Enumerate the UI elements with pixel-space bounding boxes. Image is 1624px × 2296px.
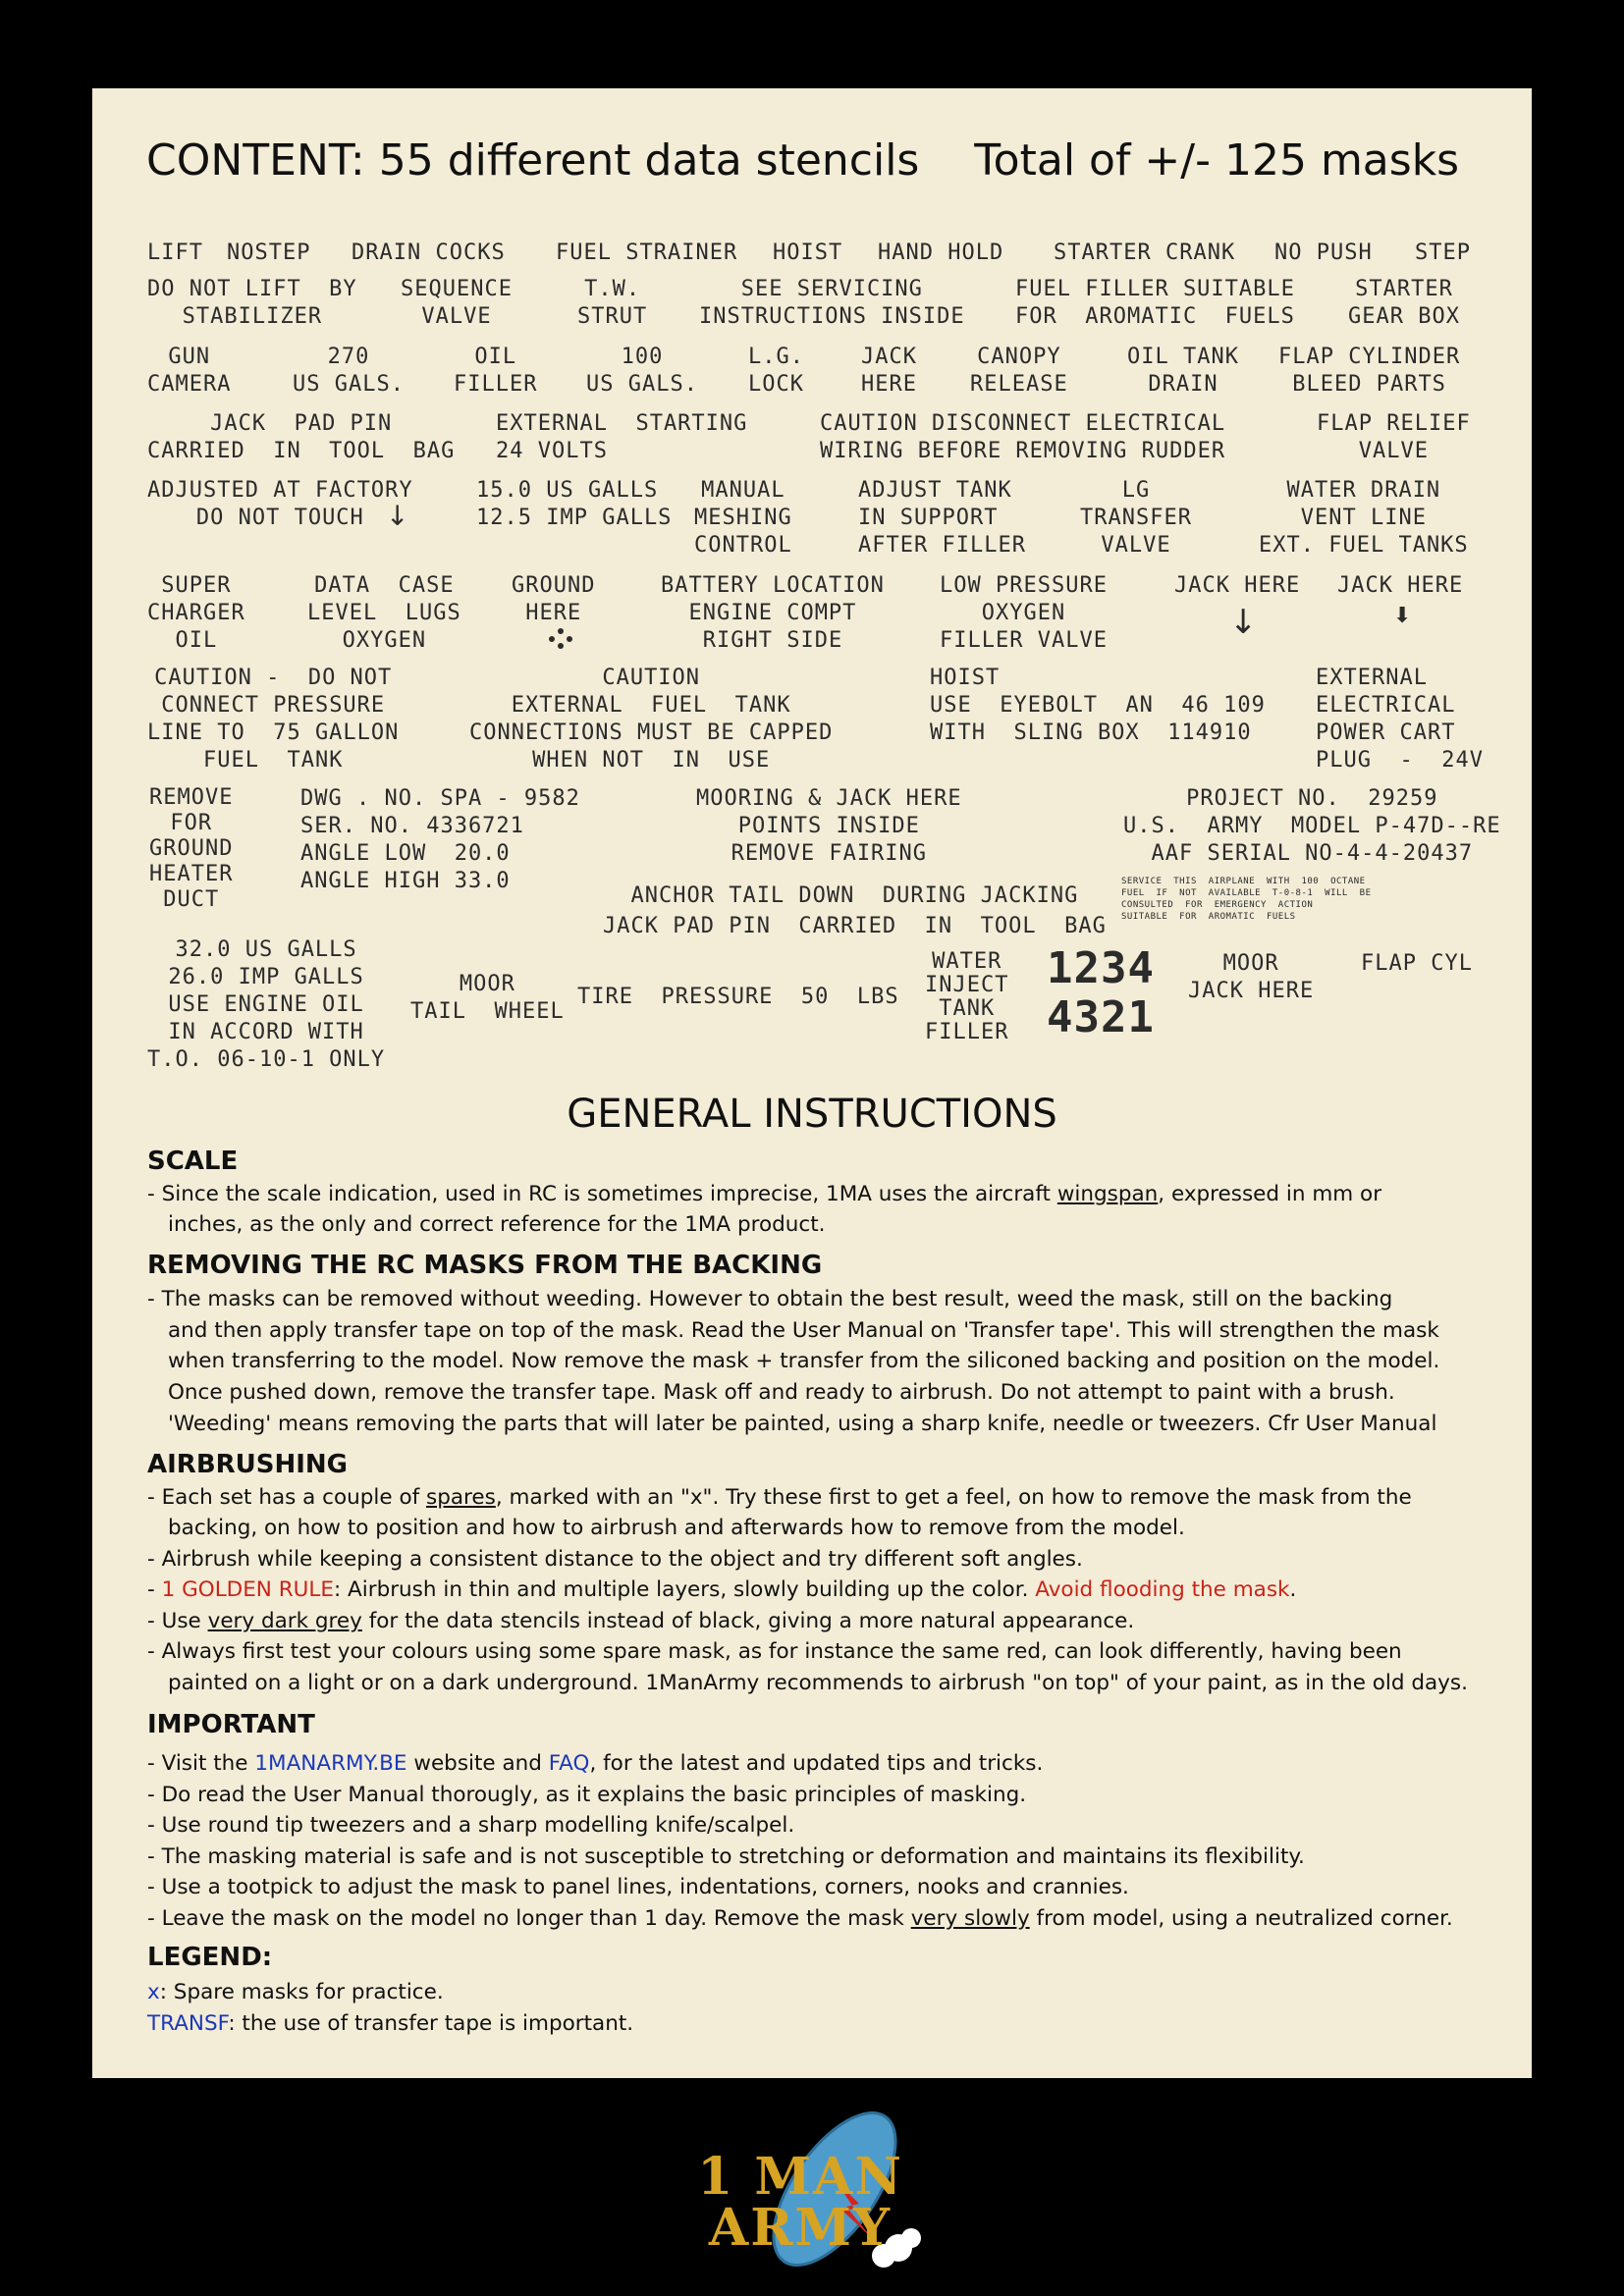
stencil-starter-crank: STARTER CRANK xyxy=(1054,240,1236,265)
removing-line-1: - The masks can be removed without weeding. However to obtain the best result, weed the mask, still on the backing xyxy=(147,1287,1393,1311)
stencil-drain-cocks: DRAIN COCKS xyxy=(352,240,506,265)
airbrushing-line-2: backing, on how to position and how to airbrush and afterwards how to remove from the model. xyxy=(168,1516,1185,1540)
legend-line-2: TRANSF: the use of transfer tape is important. xyxy=(147,2011,634,2036)
stencil-gun-camera: GUN CAMERA xyxy=(147,345,232,397)
stencil-tire-pressure: TIRE PRESSURE 50 LBS xyxy=(577,985,899,1009)
stencil-number-1234: 1234 xyxy=(1047,943,1155,993)
stencil-lg-transfer: LG TRANSFER VALVE xyxy=(1080,478,1192,558)
stencil-flap-relief: FLAP RELIEF VALVE xyxy=(1317,411,1471,463)
removing-line-4: Once pushed down, remove the transfer tape. Mask off and ready to airbrush. Do not attempt to paint with a brush. xyxy=(168,1380,1395,1405)
stencil-sequence-valve: SEQUENCE VALVE xyxy=(401,277,513,329)
bold-arrow-down-icon: ⬇ xyxy=(1393,604,1413,628)
stencil-step: STEP xyxy=(1415,240,1471,265)
stencil-project-no: PROJECT NO. 29259 U.S. ARMY MODEL P-47D--RE AAF SERIAL NO-4-4-20437 xyxy=(1123,786,1501,866)
stencil-dwg-no: DWG . NO. SPA - 9582 SER. NO. 4336721 ANGLE LOW 20.0 ANGLE HIGH 33.0 xyxy=(300,786,580,893)
stencil-adjusted-factory: ADJUSTED AT FACTORY DO NOT TOUCH xyxy=(147,478,413,530)
stencil-moor-tail-wheel: MOOR TAIL WHEEL xyxy=(410,972,565,1024)
stencil-fuel-filler-suitable: FUEL FILLER SUITABLE FOR AROMATIC FUELS xyxy=(1015,277,1295,329)
stencil-canopy-release: CANOPY RELEASE xyxy=(970,345,1068,397)
legend-heading: LEGEND: xyxy=(147,1943,273,1972)
stencil-flap-cylinder: FLAP CYLINDER BLEED PARTS xyxy=(1278,345,1461,397)
ground-symbol-icon xyxy=(545,626,576,650)
stencil-data-case: DATA CASE LEVEL LUGS OXYGEN xyxy=(307,573,461,653)
removing-heading: REMOVING THE RC MASKS FROM THE BACKING xyxy=(147,1251,823,1280)
stencil-15-us-galls: 15.0 US GALLS 12.5 IMP GALLS xyxy=(476,478,673,530)
website-link[interactable]: 1MANARMY.BE xyxy=(254,1751,407,1776)
airbrushing-line-3: - Airbrush while keeping a consistent distance to the object and try different soft angles. xyxy=(147,1547,1083,1572)
stencil-lg-lock: L.G. LOCK xyxy=(748,345,804,397)
stencil-caution-disconnect: CAUTION DISCONNECT ELECTRICAL WIRING BEFORE REMOVING RUDDER xyxy=(820,411,1226,463)
stencil-270-gals: 270 US GALS. xyxy=(293,345,405,397)
stencil-caution-external: CAUTION EXTERNAL FUEL TANK CONNECTIONS MUST BE CAPPED WHEN NOT IN USE xyxy=(469,666,834,773)
stencil-jack-here-arrow-2: JACK HERE xyxy=(1337,573,1464,598)
stencil-battery-location: BATTERY LOCATION ENGINE COMPT RIGHT SIDE xyxy=(661,573,885,653)
stencil-fuel-strainer: FUEL STRAINER xyxy=(556,240,738,265)
stencil-oil-tank-drain: OIL TANK DRAIN xyxy=(1127,345,1239,397)
airbrushing-line-4: - 1 GOLDEN RULE: Airbrush in thin and multiple layers, slowly building up the color. Avoid flooding the mask. xyxy=(147,1577,1297,1602)
stencil-moor-jack-here: MOOR JACK HERE xyxy=(1188,951,1315,1003)
removing-line-5: 'Weeding' means removing the parts that will later be painted, using a sharp knife, needle or tweezers. Cfr User Manual xyxy=(168,1412,1437,1436)
content-title: CONTENT: 55 different data stencils Total of +/- 125 masks xyxy=(146,135,1460,186)
stencil-water-drain: WATER DRAIN VENT LINE EXT. FUEL TANKS xyxy=(1259,478,1469,558)
stencil-jack-pad-pin: JACK PAD PIN CARRIED IN TOOL BAG xyxy=(147,411,456,463)
stencil-100-gals: 100 US GALS. xyxy=(586,345,698,397)
airbrushing-line-7: painted on a light or on a dark underground. 1ManArmy recommends to airbrush "on top" of your paint, as in the old days. xyxy=(168,1671,1468,1695)
stencil-no-push: NO PUSH xyxy=(1274,240,1373,265)
important-line-2: - Do read the User Manual thorougly, as it explains the basic principles of masking. xyxy=(147,1783,1027,1807)
stencil-lift: LIFT xyxy=(147,240,203,265)
scale-line-1: - Since the scale indication, used in RC is sometimes imprecise, 1MA uses the aircraft wingspan, expressed in mm or xyxy=(147,1182,1382,1206)
stencil-jack-here: JACK HERE xyxy=(861,345,917,397)
stencil-anchor-tail: ANCHOR TAIL DOWN DURING JACKING JACK PAD PIN CARRIED IN TOOL BAG xyxy=(603,883,1107,938)
stencil-manual-meshing: MANUAL MESHING CONTROL xyxy=(694,478,792,558)
stencil-jack-here-arrow-1: JACK HERE xyxy=(1174,573,1301,598)
important-line-1: - Visit the 1MANARMY.BE website and FAQ, for the latest and updated tips and tricks. xyxy=(147,1751,1044,1776)
arrow-down-icon: ↓ xyxy=(1229,603,1259,642)
logo-text: 1 MAN ARMY xyxy=(697,2147,903,2258)
stencil-ground-here: GROUND HERE xyxy=(512,573,596,625)
stencil-external-starting: EXTERNAL STARTING 24 VOLTS xyxy=(496,411,748,463)
airbrushing-line-5: - Use very dark grey for the data stencils instead of black, giving a more natural appearance. xyxy=(147,1609,1135,1633)
stencil-flap-cyl: FLAP CYL xyxy=(1361,951,1473,976)
stencil-remove-ground: REMOVE FOR GROUND HEATER DUCT xyxy=(149,785,234,912)
stencil-adjust-tank: ADJUST TANK IN SUPPORT AFTER FILLER xyxy=(858,478,1026,558)
important-line-6: - Leave the mask on the model no longer than 1 day. Remove the mask very slowly from model, using a neutralized corner. xyxy=(147,1906,1453,1931)
stencil-tw-strut: T.W. STRUT xyxy=(577,277,648,329)
stencil-hand-hold: HAND HOLD xyxy=(878,240,1004,265)
airbrushing-line-6: - Always first test your colours using some spare mask, as for instance the same red, can look differently, having been xyxy=(147,1639,1402,1664)
stencil-hoist-eyebolt: HOIST USE EYEBOLT AN 46 109 WITH SLING BOX 114910 xyxy=(930,666,1266,745)
stencil-low-pressure: LOW PRESSURE OXYGEN FILLER VALVE xyxy=(940,573,1108,653)
stencil-starter-gear-box: STARTER GEAR BOX xyxy=(1348,277,1460,329)
stencil-do-not-lift: DO NOT LIFT BY STABILIZER xyxy=(147,277,357,329)
general-instructions-title: GENERAL INSTRUCTIONS xyxy=(567,1092,1057,1137)
stencil-hoist: HOIST xyxy=(773,240,843,265)
airbrushing-heading: AIRBRUSHING xyxy=(147,1450,349,1479)
important-line-3: - Use round tip tweezers and a sharp modelling knife/scalpel. xyxy=(147,1813,795,1838)
important-heading: IMPORTANT xyxy=(147,1710,315,1739)
removing-line-3: when transferring to the model. Now remove the mask + transfer from the siliconed backing and position on the model. xyxy=(168,1349,1440,1373)
1manarmy-logo xyxy=(687,2101,933,2282)
important-line-5: - Use a tootpick to adjust the mask to panel lines, indentations, corners, nooks and crannies. xyxy=(147,1875,1129,1899)
airbrushing-line-1: - Each set has a couple of spares, marked with an "x". Try these first to get a feel, on how to remove the mask from the xyxy=(147,1485,1412,1510)
stencil-external-electrical: EXTERNAL ELECTRICAL POWER CART PLUG - 24V xyxy=(1316,666,1484,773)
stencil-32-us-galls: 32.0 US GALLS 26.0 IMP GALLS USE ENGINE OIL IN ACCORD WITH T.O. 06-10-1 ONLY xyxy=(147,937,386,1072)
stencil-see-servicing: SEE SERVICING INSTRUCTIONS INSIDE xyxy=(699,277,965,329)
stencil-oil-filler: OIL FILLER xyxy=(454,345,538,397)
stencil-mooring-jack: MOORING & JACK HERE POINTS INSIDE REMOVE FAIRING xyxy=(696,786,962,866)
important-line-4: - The masking material is safe and is not susceptible to stretching or deformation and maintains its flexibility. xyxy=(147,1844,1305,1869)
legend-line-1: x: Spare masks for practice. xyxy=(147,1980,444,2004)
stencil-nostep: NOSTEP xyxy=(227,240,311,265)
stencil-water-inject: WATER INJECT TANK FILLER xyxy=(925,949,1009,1044)
arrow-down-icon: ↓ xyxy=(386,500,410,532)
stencil-number-4321: 4321 xyxy=(1047,992,1155,1042)
faq-link[interactable]: FAQ xyxy=(548,1751,590,1776)
stencil-super-charger: SUPER CHARGER OIL xyxy=(147,573,245,653)
scale-heading: SCALE xyxy=(147,1147,239,1176)
removing-line-2: and then apply transfer tape on top of the mask. Read the User Manual on 'Transfer tape'. This will strengthen the mask xyxy=(168,1318,1439,1343)
stencil-caution-do-not: CAUTION - DO NOT CONNECT PRESSURE LINE TO 75 GALLON FUEL TANK xyxy=(147,666,400,773)
stencil-service-small: SERVICE THIS AIRPLANE WITH 100 OCTANE FUEL IF NOT AVAILABLE T-0-8-1 WILL BE CONSULTED FOR EMERGENCY ACTION SUITABLE FOR AROMATIC FUELS xyxy=(1121,877,1372,922)
scale-line-2: inches, as the only and correct reference for the 1MA product. xyxy=(168,1212,826,1237)
